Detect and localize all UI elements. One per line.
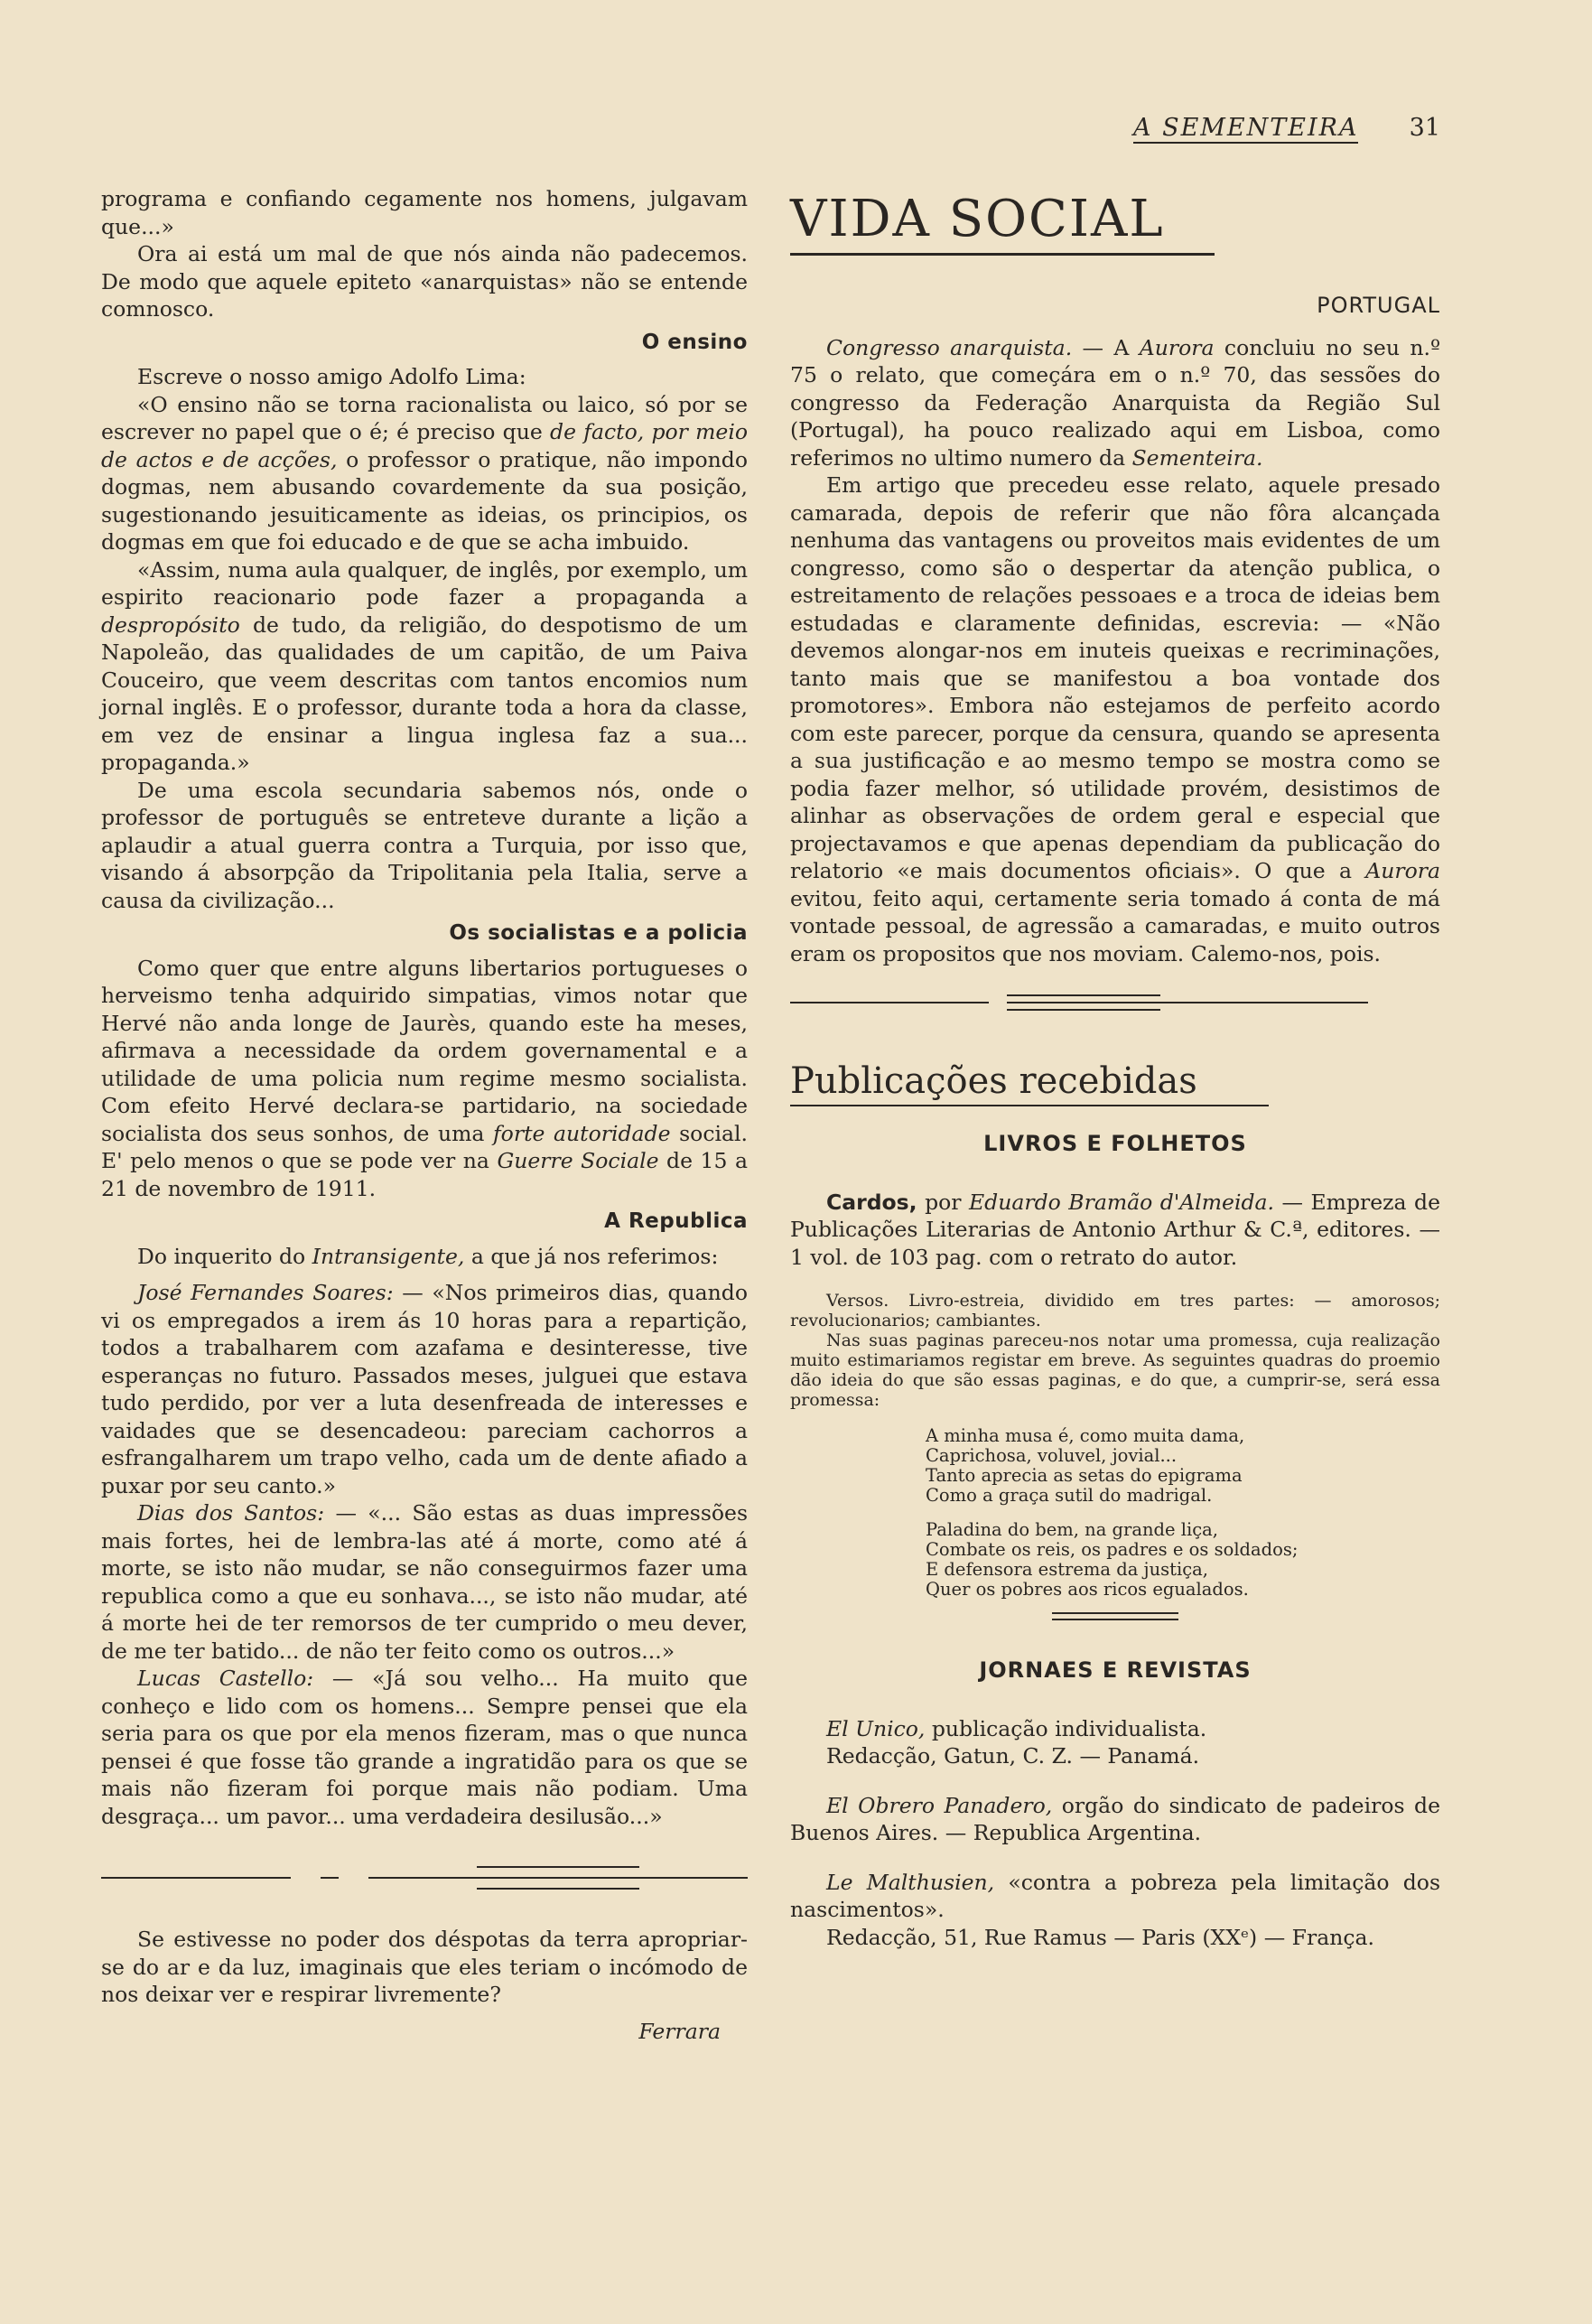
section-title-publicacoes: Publicações recebidas — [790, 1058, 1269, 1106]
divider — [101, 1866, 748, 1893]
paragraph: Como quer que entre alguns libertarios portugueses o herveismo tenha adquirido simpatias, vimos notar que Hervé não anda longe de Jaurès, quando este ha meses, afirmava a necessidade da ordem governamental e a utilidade de uma policia num regime mesmo socialista. Com efeito Hervé declara-se partidario, na sociedade socialista dos seus sonhos, de uma forte autoridade social. E' pelo menos o que se pode ver na Guerre Sociale de 15 a 21 de novembro de 1911. — [101, 955, 748, 1201]
section-heading-ensino: O ensino — [641, 330, 748, 354]
section-heading-republica: A Republica — [604, 1209, 748, 1233]
paragraph: Dias dos Santos: — «... São estas as duas impressões mais fortes, hei de lembra-las até á morte, como até á morte, se isto não mudar, se não conseguirmos fazer uma republica como a que eu sonhava..., se isto não mudar, até á morte hei de ter remorsos de ter cumprido o meu dever, de me ter batido... de não ter feito como os outros...» — [101, 1500, 749, 1664]
paragraph: Em artigo que precedeu esse relato, aquele presado camarada, depois de referir que não fôra alcançada nenhuma das vantagens ou proveitos mais evidentes de um congresso, como são o despertar da atenção publica, o estreitamento de relações pessoaes e a troca de ideias bem estudadas e claramente definidas, escrevia: — «Não devemos alongar-nos em inuteis queixas e recriminações, tanto mais que se manifestou a boa vontade dos promotores». Embora não estejamos de perfeito acordo com este parecer, porque da censura, quando se apresenta a sua justificação e ao mesmo tempo se mostra como se podia fazer melhor, só utilidade provém, desistimos de alinhar as observações de ordem geral e especial que projectavamos e que apenas dependiam da publicação do relatorio «e mais documentos oficiais». O que a Aurora evitou, feito aqui, certamente seria tomado á conta de má vontade pessoal, de agressão a camaradas, e muito outros eram os propositos que nos moviam. Calemo-nos, pois. — [790, 472, 1440, 966]
journal-entry: El Obrero Panadero, orgão do sindicato de padeiros de Buenos Aires. — Republica Argentina. — [790, 1792, 1440, 1845]
subheading-jornaes: JORNAES E REVISTAS — [979, 1657, 1252, 1683]
magazine-title: A SEMENTEIRA — [1133, 114, 1359, 142]
section-title-vida-social: VIDA SOCIAL — [790, 190, 1215, 256]
book-entry: Cardos, por Eduardo Bramão d'Almeida. — Empreza de Publicações Literarias de Antonio Arthur & C.ª, editores. — 1 vol. de 103 pag. com o retrato do autor. — [790, 1189, 1440, 1270]
right-column — [790, 190, 1440, 1973]
verse-stanza-2: Paladina do bem, na grande liça, Combate os reis, os padres e os soldados; E defensora estrema da justiça, Quer os pobres aos ricos egualados. — [926, 1519, 1299, 1600]
review-text: Versos. Livro-estreia, dividido em tres partes: — amorosos; revolucionarios; cambiantes. — [790, 1291, 1440, 1330]
closing-quote: Se estivesse no poder dos déspotas da terra apropriar-se do ar e da luz, imaginais que eles teriam o incómodo de nos deixar ver e respirar livremente? — [101, 1927, 748, 2007]
paragraph: Do inquerito do Intransigente, a que já nos referimos: — [137, 1243, 719, 1269]
running-head — [1133, 114, 1440, 144]
paragraph: programa e confiando cegamente nos homens, julgavam que...» — [101, 186, 748, 239]
journal-entry: Le Malthusien, «contra a pobreza pela limitação dos nascimentos». Redacção, 51, Rue Ramus — Paris (XXᵉ) — França. — [790, 1869, 1440, 1950]
signature: Ferrara — [638, 2018, 721, 2044]
section-heading-socialistas: Os socialistas e a policia — [449, 921, 748, 945]
paragraph: Escreve o nosso amigo Adolfo Lima: — [137, 364, 526, 389]
journal-entry: El Unico, publicação individualista. Redacção, Gatun, C. Z. — Panamá. — [826, 1715, 1207, 1769]
divider — [790, 994, 1440, 1025]
verse-stanza-1: A minha musa é, como muita dama, Caprichosa, voluvel, jovial... Tanto aprecia as setas do epigrama Como a graça sutil do madrigal. — [926, 1425, 1245, 1506]
subheading-livros: LIVROS E FOLHETOS — [983, 1131, 1247, 1156]
paragraph: Ora ai está um mal de que nós ainda não padecemos. De modo que aquele epiteto «anarquistas» não se entende comnosco. — [101, 241, 748, 322]
paragraph: «O ensino não se torna racionalista ou laico, só por se escrever no papel que o é; é preciso que de facto, por meio de actos e de acções, o professor o pratique, não impondo dogmas, nem abusando covardemente da sua posição, sugestionando jesuiticamente as ideias, os principios, os dogmas em que foi educado e de que se acha imbuido. — [101, 391, 748, 555]
left-column — [101, 185, 748, 2045]
paragraph: De uma escola secundaria sabemos nós, onde o professor de português se entreteve durante a lição a aplaudir a atual guerra contra a Turquia, por isso que, visando á absorpção da Tripolitania pela Italia, serve a causa da civilização... — [101, 777, 748, 913]
paragraph: «Assim, numa aula qualquer, de inglês, por exemplo, um espirito reacionario pode fazer a propaganda a despropósito de tudo, da religião, do despotismo de um Napoleão, das qualidades de um capitão, de um Paiva Couceiro, que veem descritas com tantos encomios num jornal inglês. E o professor, durante toda a hora da classe, em vez de ensinar a lingua inglesa faz a sua... propaganda.» — [101, 556, 748, 775]
paragraph: Congresso anarquista. — A Aurora concluiu no seu n.º 75 o relato, que começára em o n.º 70, das sessões do congresso da Federação Anarquista da Região Sul (Portugal), ha pouco realizado aqui em Lisboa, como referimos no ultimo numero da Sementeira. — [790, 334, 1440, 471]
paragraph: Lucas Castello: — «Já sou velho... Ha muito que conheço e lido com os homens... Sempre pensei que ela seria para os que por ela menos fizeram, mas o que nunca pensei é que fosse tão grande a ingratidão para os que se mais não fizeram foi porque mais não podiam. Uma desgraça... um pavor... uma verdadeira desilusão...» — [101, 1666, 748, 1829]
review-text: Nas suas paginas pareceu-nos notar uma promessa, cuja realização muito estimariamos registar em breve. As seguintes quadras do proemio dão ideia do que são essas paginas, e do que, a cumprir-se, será essa promessa: — [790, 1330, 1440, 1410]
paragraph: José Fernandes Soares: — «Nos primeiros dias, quando vi os empregados a irem ás 10 horas para a repartição, todos a trabalharem com azafama e desinteresse, tive esperanças no futuro. Passados meses, julguei que estava tudo perdido, por ver a luta desenfreada de interesses e vaidades que se desencadeou: pareciam cachorros a esfrangalharem um trapo velho, cada um de dente afiado a puxar por seu canto.» — [101, 1280, 748, 1498]
page-number: 31 — [1409, 114, 1440, 142]
country-heading: PORTUGAL — [1317, 293, 1440, 318]
divider — [1052, 1612, 1178, 1620]
